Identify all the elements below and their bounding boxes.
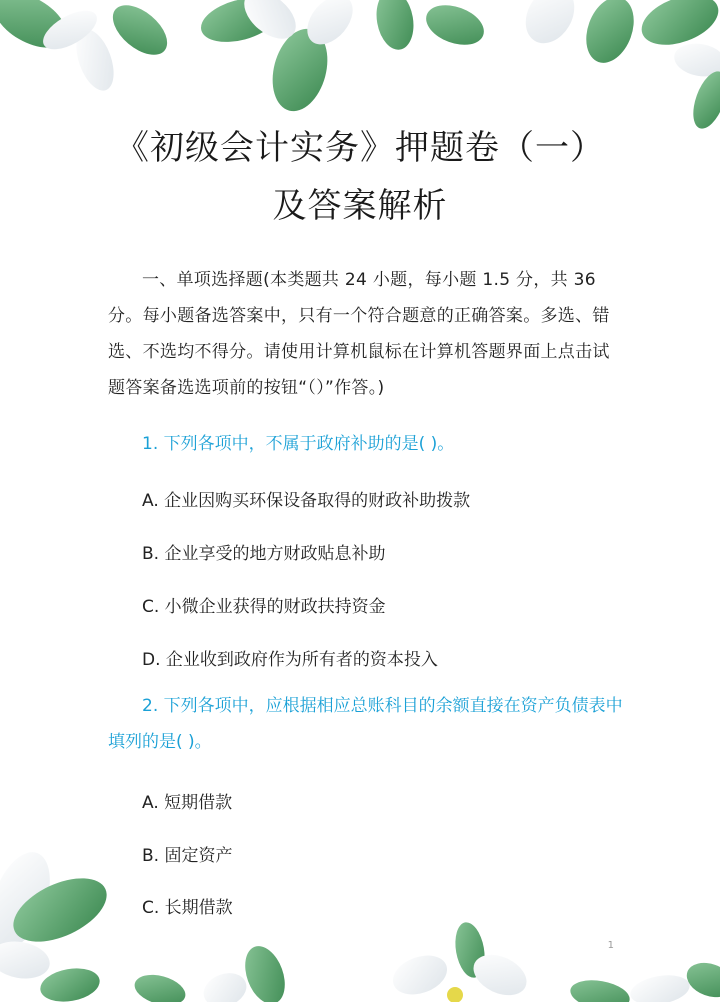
- question-1-option-b: B. 企业享受的地方财政贴息补助: [142, 544, 386, 564]
- section-intro: 一、单项选择题(本类题共 24 小题，每小题 1.5 分，共 36 分。每小题备选答案中，只有一个符合题意的正确答案。多选、错选、不选均不得分。请使用计算机鼠标在计算机答题界面上点击试题答案备选选项前的按钮“（）”作答。): [108, 270, 610, 398]
- question-2-option-b: B. 固定资产: [142, 846, 233, 866]
- question-2-option-c: C. 长期借款: [142, 898, 233, 918]
- page-number: 1: [607, 940, 614, 951]
- question-1-option-a: A. 企业因购买环保设备取得的财政补助拨款: [142, 491, 471, 511]
- question-1-option-d: D. 企业收到政府作为所有者的资本投入: [142, 650, 438, 670]
- question-2: 2. 下列各项中，应根据相应总账科目的余额直接在资产负债表中填列的是( )。: [108, 696, 623, 752]
- question-1: 1. 下列各项中，不属于政府补助的是( )。: [142, 434, 455, 454]
- document-title-line1: 《初级会计实务》押题卷（一）: [115, 128, 605, 168]
- question-2-option-a: A. 短期借款: [142, 793, 233, 813]
- question-1-option-c: C. 小微企业获得的财政扶持资金: [142, 597, 386, 617]
- document-title-line2: 及答案解析: [272, 186, 448, 226]
